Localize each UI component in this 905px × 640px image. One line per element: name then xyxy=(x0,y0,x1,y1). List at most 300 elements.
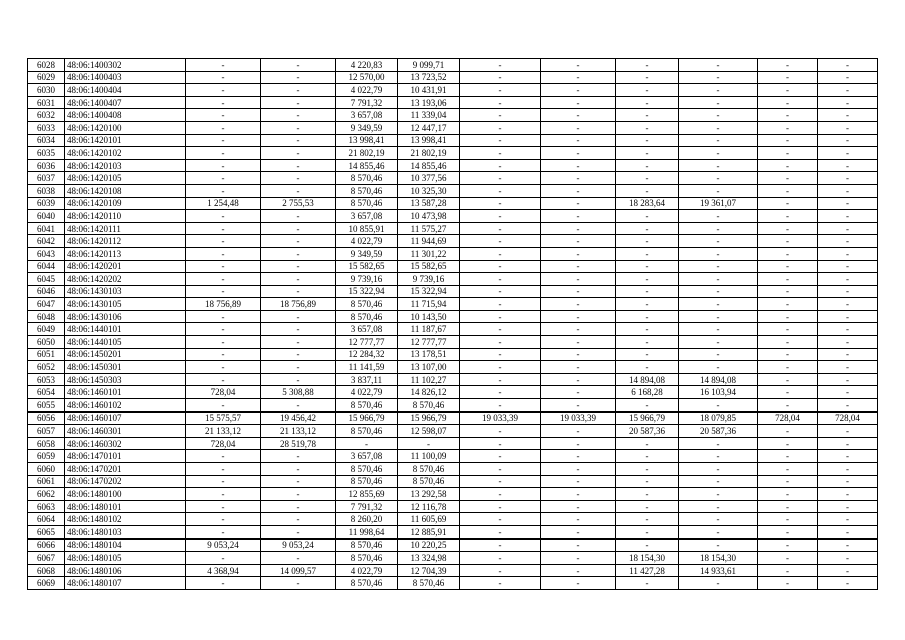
value-cell: - xyxy=(818,121,878,134)
value-cell: - xyxy=(186,159,261,172)
value-cell: 16 103,94 xyxy=(679,386,758,399)
value-cell: - xyxy=(616,71,679,84)
value-cell: - xyxy=(186,235,261,248)
table-row xyxy=(28,412,878,425)
row-number-cell: 6040 xyxy=(28,210,65,223)
value-cell: - xyxy=(758,310,818,323)
table-row xyxy=(28,564,878,577)
cadastral-code-cell: 48:06:1420202 xyxy=(65,273,186,286)
value-cell: - xyxy=(541,59,616,72)
value-cell: - xyxy=(818,235,878,248)
value-cell: - xyxy=(616,172,679,185)
value-cell: 3 837,11 xyxy=(336,373,398,386)
value-cell: 28 519,78 xyxy=(261,437,336,450)
value-cell: 4 368,94 xyxy=(186,564,261,577)
value-cell: - xyxy=(758,488,818,501)
value-cell: 5 308,88 xyxy=(261,386,336,399)
value-cell: 11 141,59 xyxy=(336,361,398,374)
table-row xyxy=(28,235,878,248)
row-number-cell: 6062 xyxy=(28,488,65,501)
table-row xyxy=(28,399,878,412)
value-cell: 19 456,42 xyxy=(261,412,336,425)
cadastral-code-cell: 48:06:1480107 xyxy=(65,577,186,590)
value-cell: - xyxy=(818,184,878,197)
value-cell: 14 894,08 xyxy=(679,373,758,386)
value-cell: 8 260,20 xyxy=(336,513,398,526)
value-cell: 12 116,78 xyxy=(398,500,460,513)
value-cell: - xyxy=(679,260,758,273)
cadastral-code-cell: 48:06:1460301 xyxy=(65,425,186,438)
value-cell: - xyxy=(261,134,336,147)
value-cell: 11 339,04 xyxy=(398,109,460,122)
cadastral-code-cell: 48:06:1440101 xyxy=(65,323,186,336)
value-cell: - xyxy=(261,184,336,197)
value-cell: - xyxy=(460,71,541,84)
table-row xyxy=(28,109,878,122)
value-cell: - xyxy=(261,260,336,273)
table-row xyxy=(28,260,878,273)
value-cell: - xyxy=(818,159,878,172)
value-cell: - xyxy=(679,235,758,248)
table-body xyxy=(28,59,878,590)
value-cell: 8 570,46 xyxy=(336,197,398,210)
value-cell: 13 292,58 xyxy=(398,488,460,501)
value-cell: - xyxy=(679,134,758,147)
value-cell: 14 855,46 xyxy=(398,159,460,172)
value-cell: 13 723,52 xyxy=(398,71,460,84)
value-cell: 11 944,69 xyxy=(398,235,460,248)
value-cell: 4 022,79 xyxy=(336,564,398,577)
value-cell: 18 154,30 xyxy=(679,552,758,565)
row-number-cell: 6063 xyxy=(28,500,65,513)
row-number-cell: 6046 xyxy=(28,285,65,298)
value-cell: - xyxy=(541,386,616,399)
value-cell: - xyxy=(186,59,261,72)
value-cell: - xyxy=(818,197,878,210)
value-cell: 13 107,00 xyxy=(398,361,460,374)
value-cell: - xyxy=(616,525,679,538)
value-cell: - xyxy=(186,488,261,501)
value-cell: - xyxy=(261,348,336,361)
value-cell: - xyxy=(679,184,758,197)
value-cell: 11 187,67 xyxy=(398,323,460,336)
value-cell: 9 099,71 xyxy=(398,59,460,72)
table-row xyxy=(28,361,878,374)
value-cell: 18 283,64 xyxy=(616,197,679,210)
value-cell: - xyxy=(679,147,758,160)
cadastral-code-cell: 48:06:1480102 xyxy=(65,513,186,526)
table-row xyxy=(28,184,878,197)
value-cell: 21 802,19 xyxy=(336,147,398,160)
value-cell: - xyxy=(616,147,679,160)
value-cell: - xyxy=(679,298,758,311)
value-cell: - xyxy=(460,552,541,565)
value-cell: - xyxy=(679,96,758,109)
cadastral-code-cell: 48:06:1460101 xyxy=(65,386,186,399)
value-cell: - xyxy=(758,84,818,97)
value-cell: - xyxy=(541,121,616,134)
value-cell: - xyxy=(818,336,878,349)
value-cell: - xyxy=(758,121,818,134)
value-cell: - xyxy=(541,134,616,147)
value-cell: - xyxy=(616,84,679,97)
value-cell: - xyxy=(616,247,679,260)
value-cell: - xyxy=(679,222,758,235)
value-cell: - xyxy=(818,109,878,122)
value-cell: 15 966,79 xyxy=(336,412,398,425)
value-cell: - xyxy=(261,273,336,286)
cadastral-code-cell: 48:06:1400302 xyxy=(65,59,186,72)
row-number-cell: 6050 xyxy=(28,336,65,349)
value-cell: - xyxy=(186,323,261,336)
value-cell: 7 791,32 xyxy=(336,96,398,109)
table-row xyxy=(28,348,878,361)
value-cell: 8 570,46 xyxy=(336,577,398,590)
value-cell: - xyxy=(616,463,679,476)
value-cell: 14 099,57 xyxy=(261,564,336,577)
value-cell: - xyxy=(679,71,758,84)
cadastral-code-cell: 48:06:1420110 xyxy=(65,210,186,223)
value-cell: - xyxy=(186,513,261,526)
value-cell: 14 894,08 xyxy=(616,373,679,386)
value-cell: - xyxy=(460,488,541,501)
value-cell: - xyxy=(541,285,616,298)
value-cell: - xyxy=(679,437,758,450)
value-cell: - xyxy=(186,450,261,463)
value-cell: - xyxy=(818,463,878,476)
value-cell: - xyxy=(541,147,616,160)
value-cell: - xyxy=(186,134,261,147)
value-cell: - xyxy=(541,197,616,210)
value-cell: 3 657,08 xyxy=(336,450,398,463)
value-cell: - xyxy=(460,577,541,590)
value-cell: - xyxy=(758,475,818,488)
cadastral-code-cell: 48:06:1480104 xyxy=(65,539,186,552)
value-cell: 15 582,65 xyxy=(336,260,398,273)
value-cell: 11 100,09 xyxy=(398,450,460,463)
table-row xyxy=(28,488,878,501)
value-cell: 3 657,08 xyxy=(336,109,398,122)
value-cell: - xyxy=(541,463,616,476)
cadastral-code-cell: 48:06:1480101 xyxy=(65,500,186,513)
row-number-cell: 6041 xyxy=(28,222,65,235)
value-cell: - xyxy=(460,210,541,223)
value-cell: - xyxy=(758,260,818,273)
value-cell: - xyxy=(679,539,758,552)
value-cell: - xyxy=(758,361,818,374)
value-cell: 14 933,61 xyxy=(679,564,758,577)
value-cell: 15 966,79 xyxy=(398,412,460,425)
value-cell: - xyxy=(616,222,679,235)
table-row xyxy=(28,552,878,565)
value-cell: 14 855,46 xyxy=(336,159,398,172)
value-cell: - xyxy=(679,361,758,374)
row-number-cell: 6054 xyxy=(28,386,65,399)
value-cell: - xyxy=(758,172,818,185)
row-number-cell: 6044 xyxy=(28,260,65,273)
value-cell: 8 570,46 xyxy=(336,425,398,438)
value-cell: - xyxy=(460,475,541,488)
row-number-cell: 6042 xyxy=(28,235,65,248)
cadastral-code-cell: 48:06:1420101 xyxy=(65,134,186,147)
value-cell: - xyxy=(616,323,679,336)
value-cell: - xyxy=(758,147,818,160)
value-cell: 12 447,17 xyxy=(398,121,460,134)
cadastral-code-cell: 48:06:1450303 xyxy=(65,373,186,386)
value-cell: 2 755,53 xyxy=(261,197,336,210)
value-cell: - xyxy=(758,552,818,565)
value-cell: 14 826,12 xyxy=(398,386,460,399)
value-cell: - xyxy=(616,109,679,122)
table-row xyxy=(28,59,878,72)
value-cell: 13 998,41 xyxy=(398,134,460,147)
value-cell: - xyxy=(758,539,818,552)
value-cell: - xyxy=(818,147,878,160)
value-cell: 4 022,79 xyxy=(336,84,398,97)
value-cell: - xyxy=(186,273,261,286)
value-cell: - xyxy=(616,273,679,286)
row-number-cell: 6033 xyxy=(28,121,65,134)
value-cell: - xyxy=(186,500,261,513)
value-cell: 7 791,32 xyxy=(336,500,398,513)
value-cell: - xyxy=(261,59,336,72)
value-cell: - xyxy=(398,437,460,450)
value-cell: 13 178,51 xyxy=(398,348,460,361)
value-cell: 10 325,30 xyxy=(398,184,460,197)
value-cell: - xyxy=(261,159,336,172)
value-cell: - xyxy=(818,247,878,260)
row-number-cell: 6031 xyxy=(28,96,65,109)
value-cell: - xyxy=(261,463,336,476)
value-cell: - xyxy=(758,71,818,84)
value-cell: - xyxy=(261,361,336,374)
value-cell: - xyxy=(818,59,878,72)
value-cell: - xyxy=(460,437,541,450)
value-cell: - xyxy=(186,525,261,538)
value-cell: - xyxy=(541,373,616,386)
row-number-cell: 6068 xyxy=(28,564,65,577)
cadastral-code-cell: 48:06:1480105 xyxy=(65,552,186,565)
value-cell: - xyxy=(541,488,616,501)
value-cell: - xyxy=(758,425,818,438)
cadastral-code-cell: 48:06:1460302 xyxy=(65,437,186,450)
value-cell: 8 570,46 xyxy=(336,475,398,488)
row-number-cell: 6061 xyxy=(28,475,65,488)
value-cell: 8 570,46 xyxy=(398,577,460,590)
value-cell: - xyxy=(261,525,336,538)
value-cell: - xyxy=(261,500,336,513)
value-cell: - xyxy=(679,463,758,476)
value-cell: - xyxy=(460,260,541,273)
value-cell: - xyxy=(541,159,616,172)
value-cell: - xyxy=(541,500,616,513)
value-cell: - xyxy=(818,273,878,286)
value-cell: - xyxy=(616,210,679,223)
value-cell: - xyxy=(758,525,818,538)
table-row xyxy=(28,437,878,450)
value-cell: - xyxy=(818,437,878,450)
value-cell: - xyxy=(261,336,336,349)
value-cell: 15 582,65 xyxy=(398,260,460,273)
value-cell: - xyxy=(460,184,541,197)
value-cell: - xyxy=(186,463,261,476)
value-cell: - xyxy=(818,84,878,97)
value-cell: - xyxy=(758,564,818,577)
value-cell: - xyxy=(616,159,679,172)
value-cell: - xyxy=(460,525,541,538)
value-cell: 19 361,07 xyxy=(679,197,758,210)
value-cell: - xyxy=(679,475,758,488)
table-row xyxy=(28,84,878,97)
value-cell: - xyxy=(460,96,541,109)
value-cell: - xyxy=(261,222,336,235)
value-cell: - xyxy=(460,84,541,97)
value-cell: 8 570,46 xyxy=(336,172,398,185)
value-cell: - xyxy=(460,235,541,248)
value-cell: 728,04 xyxy=(818,412,878,425)
value-cell: - xyxy=(541,525,616,538)
row-number-cell: 6037 xyxy=(28,172,65,185)
value-cell: - xyxy=(616,513,679,526)
value-cell: - xyxy=(541,539,616,552)
value-cell: - xyxy=(460,247,541,260)
value-cell: 12 777,77 xyxy=(398,336,460,349)
value-cell: - xyxy=(261,552,336,565)
row-number-cell: 6035 xyxy=(28,147,65,160)
value-cell: - xyxy=(541,210,616,223)
value-cell: - xyxy=(818,539,878,552)
value-cell: 6 168,28 xyxy=(616,386,679,399)
value-cell: - xyxy=(541,577,616,590)
value-cell: - xyxy=(818,577,878,590)
value-cell: - xyxy=(758,513,818,526)
cadastral-code-cell: 48:06:1470201 xyxy=(65,463,186,476)
value-cell: - xyxy=(679,348,758,361)
value-cell: 20 587,36 xyxy=(616,425,679,438)
value-cell: 20 587,36 xyxy=(679,425,758,438)
table-row xyxy=(28,134,878,147)
value-cell: - xyxy=(818,71,878,84)
value-cell: - xyxy=(186,373,261,386)
value-cell: - xyxy=(460,147,541,160)
value-cell: 13 587,28 xyxy=(398,197,460,210)
value-cell: - xyxy=(758,577,818,590)
value-cell: - xyxy=(186,84,261,97)
cadastral-code-cell: 48:06:1430103 xyxy=(65,285,186,298)
value-cell: - xyxy=(679,488,758,501)
row-number-cell: 6032 xyxy=(28,109,65,122)
value-cell: - xyxy=(679,323,758,336)
value-cell: - xyxy=(818,425,878,438)
value-cell: - xyxy=(616,361,679,374)
row-number-cell: 6049 xyxy=(28,323,65,336)
value-cell: 11 102,27 xyxy=(398,373,460,386)
cadastral-code-cell: 48:06:1440105 xyxy=(65,336,186,349)
value-cell: - xyxy=(460,121,541,134)
cadastral-code-cell: 48:06:1400408 xyxy=(65,109,186,122)
value-cell: - xyxy=(186,348,261,361)
value-cell: - xyxy=(460,425,541,438)
value-cell: - xyxy=(818,552,878,565)
table-row xyxy=(28,500,878,513)
cadastral-code-cell: 48:06:1430106 xyxy=(65,310,186,323)
value-cell: - xyxy=(679,399,758,412)
value-cell: - xyxy=(261,513,336,526)
value-cell: 8 570,46 xyxy=(336,310,398,323)
value-cell: 11 301,22 xyxy=(398,247,460,260)
value-cell: 8 570,46 xyxy=(336,539,398,552)
value-cell: - xyxy=(541,336,616,349)
value-cell: - xyxy=(758,210,818,223)
value-cell: - xyxy=(541,298,616,311)
table-row xyxy=(28,298,878,311)
value-cell: - xyxy=(186,184,261,197)
cadastral-code-cell: 48:06:1420105 xyxy=(65,172,186,185)
value-cell: - xyxy=(186,475,261,488)
table-row xyxy=(28,147,878,160)
value-cell: - xyxy=(758,450,818,463)
value-cell: - xyxy=(818,210,878,223)
table-row xyxy=(28,475,878,488)
value-cell: 18 756,89 xyxy=(186,298,261,311)
value-cell: - xyxy=(818,310,878,323)
value-cell: - xyxy=(758,285,818,298)
value-cell: 12 570,00 xyxy=(336,71,398,84)
value-cell: - xyxy=(460,539,541,552)
table-row xyxy=(28,463,878,476)
value-cell: - xyxy=(818,488,878,501)
value-cell: 4 022,79 xyxy=(336,235,398,248)
value-cell: 8 570,46 xyxy=(336,399,398,412)
value-cell: 11 605,69 xyxy=(398,513,460,526)
value-cell: - xyxy=(758,437,818,450)
value-cell: 12 855,69 xyxy=(336,488,398,501)
value-cell: 15 322,94 xyxy=(336,285,398,298)
value-cell: 13 324,98 xyxy=(398,552,460,565)
value-cell: - xyxy=(818,399,878,412)
value-cell: - xyxy=(261,71,336,84)
cadastral-code-cell: 48:06:1400403 xyxy=(65,71,186,84)
value-cell: - xyxy=(541,450,616,463)
value-cell: - xyxy=(460,513,541,526)
row-number-cell: 6060 xyxy=(28,463,65,476)
value-cell: - xyxy=(186,310,261,323)
value-cell: - xyxy=(758,59,818,72)
value-cell: - xyxy=(186,172,261,185)
value-cell: - xyxy=(818,373,878,386)
value-cell: 3 657,08 xyxy=(336,210,398,223)
value-cell: - xyxy=(261,323,336,336)
value-cell: - xyxy=(679,450,758,463)
value-cell: - xyxy=(460,222,541,235)
value-cell: - xyxy=(818,260,878,273)
table-row xyxy=(28,273,878,286)
value-cell: - xyxy=(679,247,758,260)
cadastral-code-cell: 48:06:1470101 xyxy=(65,450,186,463)
value-cell: - xyxy=(616,184,679,197)
row-number-cell: 6069 xyxy=(28,577,65,590)
value-cell: - xyxy=(186,361,261,374)
row-number-cell: 6052 xyxy=(28,361,65,374)
value-cell: 11 575,27 xyxy=(398,222,460,235)
value-cell: - xyxy=(186,336,261,349)
table-row xyxy=(28,336,878,349)
value-cell: 10 855,91 xyxy=(336,222,398,235)
row-number-cell: 6055 xyxy=(28,399,65,412)
value-cell: 21 133,12 xyxy=(261,425,336,438)
table-row xyxy=(28,96,878,109)
value-cell: - xyxy=(460,564,541,577)
